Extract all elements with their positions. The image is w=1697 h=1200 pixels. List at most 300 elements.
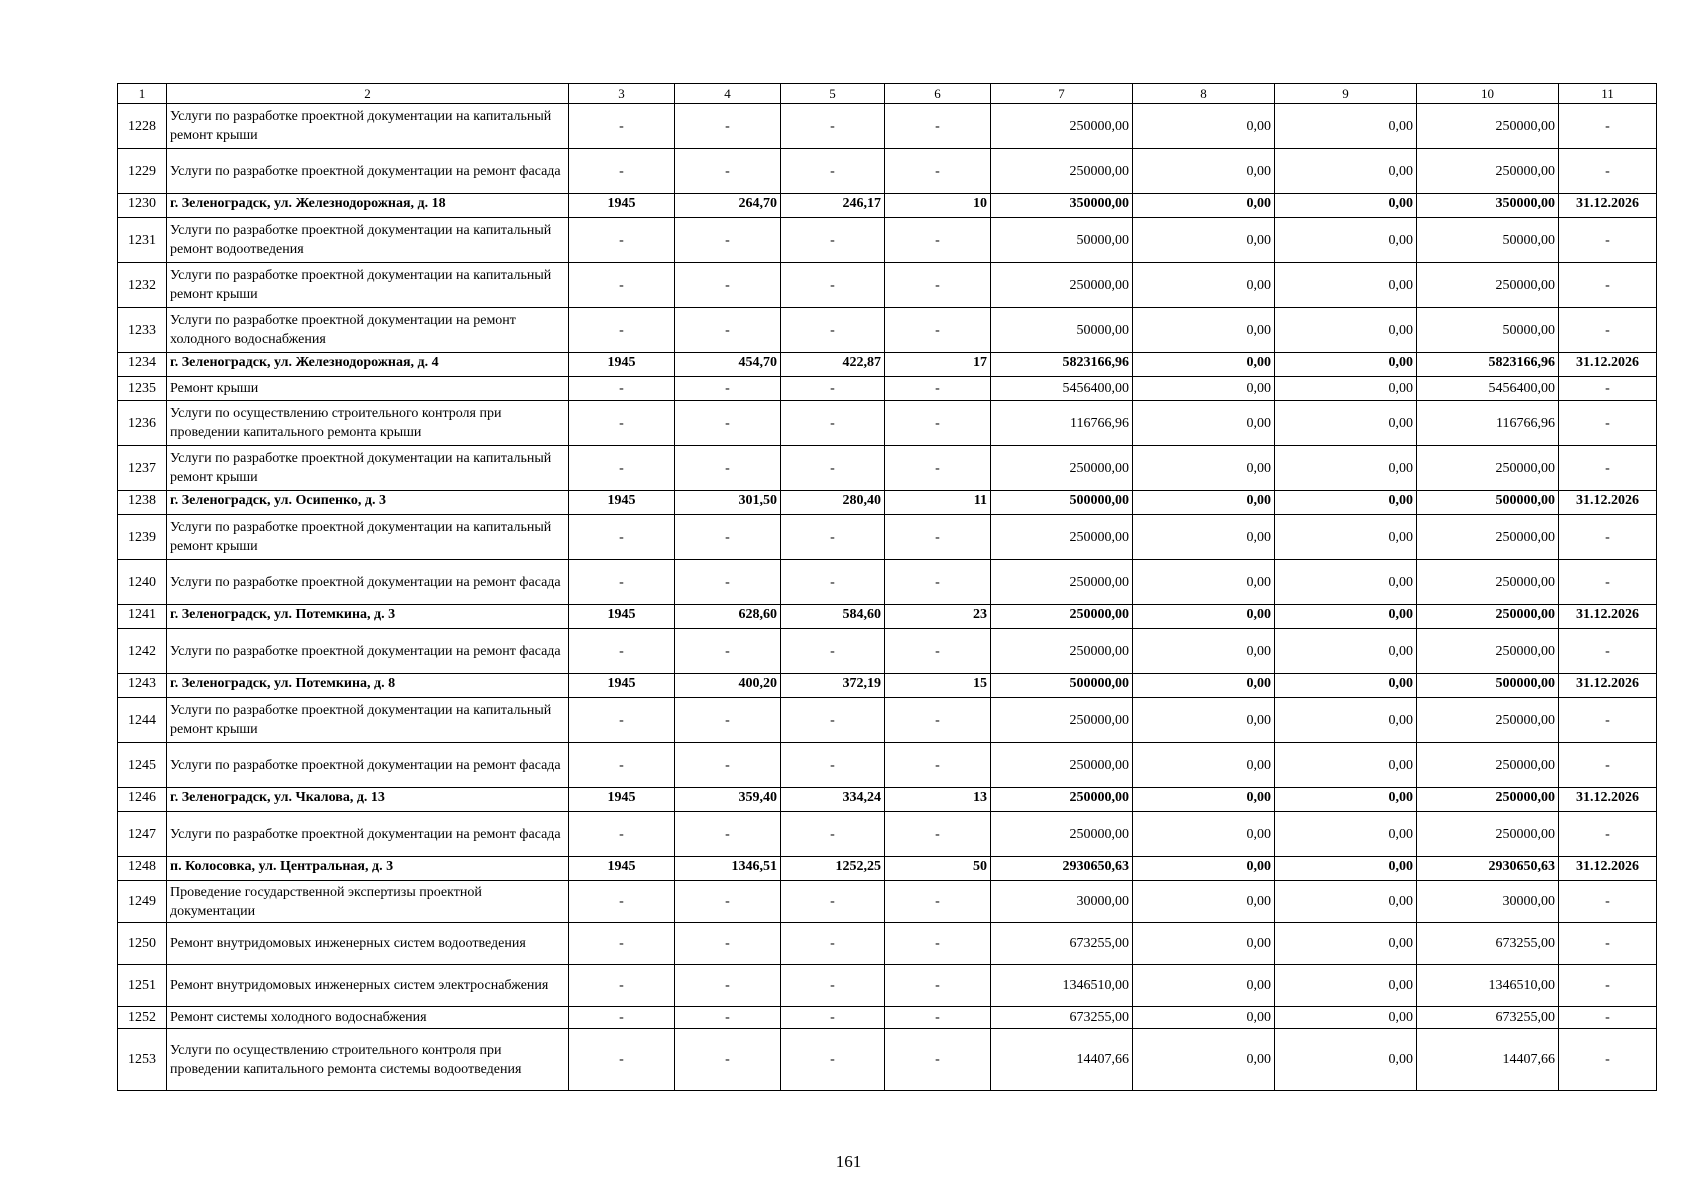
cell-cost-fund: 0,00: [1133, 560, 1275, 605]
row-description: Услуги по разработке проектной документации на ремонт фасада: [167, 560, 569, 605]
work-item-row: [118, 263, 1657, 308]
cell-residents: -: [885, 308, 991, 353]
cell-year: -: [569, 629, 675, 674]
address-row: [118, 194, 1657, 218]
cell-cost-owners: 250000,00: [1417, 605, 1559, 629]
column-header: 7: [991, 84, 1133, 104]
cell-cost-fund: 0,00: [1133, 308, 1275, 353]
cell-cost-owners: 2930650,63: [1417, 857, 1559, 881]
address-row: [118, 491, 1657, 515]
cell-cost-total: 5456400,00: [991, 377, 1133, 401]
row-description: Услуги по разработке проектной документации на капитальный ремонт водоотведения: [167, 218, 569, 263]
cell-year: 1945: [569, 857, 675, 881]
cell-residents: -: [885, 812, 991, 857]
cell-cost-owners: 250000,00: [1417, 788, 1559, 812]
cell-cost-total: 350000,00: [991, 194, 1133, 218]
row-description: Ремонт внутридомовых инженерных систем электроснабжения: [167, 965, 569, 1007]
cell-area-total: -: [675, 812, 781, 857]
row-number: 1233: [118, 308, 167, 353]
cell-year: -: [569, 965, 675, 1007]
cell-cost-owners: 250000,00: [1417, 104, 1559, 149]
cell-residents: -: [885, 629, 991, 674]
cell-area-total: 454,70: [675, 353, 781, 377]
cell-cost-other: 0,00: [1275, 104, 1417, 149]
cell-area-living: -: [781, 1007, 885, 1029]
work-item-row: [118, 1029, 1657, 1091]
work-item-row: [118, 629, 1657, 674]
cell-area-living: -: [781, 743, 885, 788]
work-item-row: [118, 743, 1657, 788]
cell-cost-other: 0,00: [1275, 605, 1417, 629]
work-item-row: [118, 401, 1657, 446]
cell-cost-owners: 116766,96: [1417, 401, 1559, 446]
cell-deadline: -: [1559, 812, 1657, 857]
row-number: 1228: [118, 104, 167, 149]
cell-cost-fund: 0,00: [1133, 149, 1275, 194]
cell-area-living: -: [781, 698, 885, 743]
cell-residents: -: [885, 218, 991, 263]
cell-cost-total: 250000,00: [991, 788, 1133, 812]
row-number: 1245: [118, 743, 167, 788]
row-number: 1249: [118, 881, 167, 923]
row-number: 1230: [118, 194, 167, 218]
cell-deadline: 31.12.2026: [1559, 353, 1657, 377]
cell-year: -: [569, 377, 675, 401]
cell-cost-other: 0,00: [1275, 401, 1417, 446]
cell-cost-owners: 5823166,96: [1417, 353, 1559, 377]
column-header: 1: [118, 84, 167, 104]
row-description: Услуги по осуществлению строительного контроля при проведении капитального ремонта крыши: [167, 401, 569, 446]
cell-area-living: -: [781, 377, 885, 401]
cell-cost-total: 250000,00: [991, 812, 1133, 857]
cell-cost-fund: 0,00: [1133, 1007, 1275, 1029]
work-item-row: [118, 965, 1657, 1007]
row-number: 1246: [118, 788, 167, 812]
cell-deadline: -: [1559, 881, 1657, 923]
row-number: 1253: [118, 1029, 167, 1091]
cell-residents: -: [885, 1029, 991, 1091]
cell-deadline: -: [1559, 308, 1657, 353]
cell-deadline: -: [1559, 149, 1657, 194]
address-row: [118, 674, 1657, 698]
cell-cost-owners: 250000,00: [1417, 263, 1559, 308]
row-number: 1241: [118, 605, 167, 629]
cell-area-total: -: [675, 1007, 781, 1029]
row-number: 1247: [118, 812, 167, 857]
work-item-row: [118, 812, 1657, 857]
cell-cost-other: 0,00: [1275, 353, 1417, 377]
row-number: 1237: [118, 446, 167, 491]
cell-cost-other: 0,00: [1275, 194, 1417, 218]
cell-year: 1945: [569, 788, 675, 812]
cell-deadline: 31.12.2026: [1559, 788, 1657, 812]
cell-area-total: 1346,51: [675, 857, 781, 881]
cell-cost-fund: 0,00: [1133, 1029, 1275, 1091]
row-description: Проведение государственной экспертизы проектной документации: [167, 881, 569, 923]
cell-area-living: -: [781, 446, 885, 491]
column-header: 9: [1275, 84, 1417, 104]
cell-deadline: -: [1559, 629, 1657, 674]
cell-cost-other: 0,00: [1275, 1029, 1417, 1091]
cell-area-living: 584,60: [781, 605, 885, 629]
address-row: [118, 788, 1657, 812]
cell-area-total: 264,70: [675, 194, 781, 218]
cell-cost-other: 0,00: [1275, 881, 1417, 923]
row-description: Услуги по разработке проектной документации на ремонт фасада: [167, 149, 569, 194]
cell-area-living: 246,17: [781, 194, 885, 218]
cell-deadline: -: [1559, 1007, 1657, 1029]
cell-cost-owners: 673255,00: [1417, 1007, 1559, 1029]
table-body: [118, 104, 1657, 1091]
cell-cost-other: 0,00: [1275, 515, 1417, 560]
cell-cost-fund: 0,00: [1133, 743, 1275, 788]
cell-area-living: -: [781, 263, 885, 308]
cell-year: -: [569, 401, 675, 446]
cell-cost-fund: 0,00: [1133, 491, 1275, 515]
row-description: г. Зеленоградск, ул. Потемкина, д. 3: [167, 605, 569, 629]
cell-residents: 15: [885, 674, 991, 698]
cell-cost-fund: 0,00: [1133, 881, 1275, 923]
column-header: 8: [1133, 84, 1275, 104]
cell-deadline: -: [1559, 218, 1657, 263]
cell-cost-fund: 0,00: [1133, 218, 1275, 263]
cell-residents: -: [885, 923, 991, 965]
cell-cost-total: 30000,00: [991, 881, 1133, 923]
cell-cost-owners: 1346510,00: [1417, 965, 1559, 1007]
column-header: 6: [885, 84, 991, 104]
row-description: Услуги по разработке проектной документации на капитальный ремонт крыши: [167, 446, 569, 491]
work-item-row: [118, 446, 1657, 491]
cell-cost-owners: 250000,00: [1417, 560, 1559, 605]
cell-deadline: -: [1559, 263, 1657, 308]
cell-year: -: [569, 149, 675, 194]
cell-area-living: -: [781, 1029, 885, 1091]
cell-year: -: [569, 446, 675, 491]
cell-cost-fund: 0,00: [1133, 377, 1275, 401]
cell-year: -: [569, 560, 675, 605]
work-item-row: [118, 923, 1657, 965]
cell-year: -: [569, 218, 675, 263]
cell-cost-other: 0,00: [1275, 560, 1417, 605]
row-description: Услуги по разработке проектной документации на ремонт фасада: [167, 743, 569, 788]
cell-cost-fund: 0,00: [1133, 857, 1275, 881]
cell-cost-owners: 350000,00: [1417, 194, 1559, 218]
column-number-header-row: [118, 84, 1657, 104]
row-number: 1238: [118, 491, 167, 515]
work-item-row: [118, 560, 1657, 605]
column-header: 2: [167, 84, 569, 104]
cell-year: -: [569, 1007, 675, 1029]
cell-deadline: 31.12.2026: [1559, 605, 1657, 629]
row-description: г. Зеленоградск, ул. Чкалова, д. 13: [167, 788, 569, 812]
row-description: Услуги по разработке проектной документации на ремонт холодного водоснабжения: [167, 308, 569, 353]
cell-cost-owners: 250000,00: [1417, 149, 1559, 194]
cell-residents: 23: [885, 605, 991, 629]
cell-cost-total: 1346510,00: [991, 965, 1133, 1007]
cell-cost-total: 14407,66: [991, 1029, 1133, 1091]
column-header: 5: [781, 84, 885, 104]
cell-cost-fund: 0,00: [1133, 194, 1275, 218]
row-number: 1242: [118, 629, 167, 674]
cell-year: -: [569, 1029, 675, 1091]
cell-cost-fund: 0,00: [1133, 605, 1275, 629]
work-item-row: [118, 149, 1657, 194]
cell-area-living: 1252,25: [781, 857, 885, 881]
cell-deadline: -: [1559, 698, 1657, 743]
cell-residents: -: [885, 881, 991, 923]
cell-residents: 13: [885, 788, 991, 812]
cell-cost-total: 673255,00: [991, 1007, 1133, 1029]
cell-residents: -: [885, 104, 991, 149]
address-row: [118, 605, 1657, 629]
cell-cost-other: 0,00: [1275, 674, 1417, 698]
cell-area-total: -: [675, 446, 781, 491]
cell-cost-owners: 673255,00: [1417, 923, 1559, 965]
cell-cost-total: 250000,00: [991, 104, 1133, 149]
cell-cost-total: 500000,00: [991, 674, 1133, 698]
cell-area-living: -: [781, 149, 885, 194]
row-number: 1248: [118, 857, 167, 881]
cell-area-total: -: [675, 104, 781, 149]
cell-cost-fund: 0,00: [1133, 965, 1275, 1007]
cell-deadline: -: [1559, 104, 1657, 149]
cell-area-living: -: [781, 104, 885, 149]
cell-area-total: -: [675, 263, 781, 308]
cell-deadline: -: [1559, 1029, 1657, 1091]
cell-cost-owners: 30000,00: [1417, 881, 1559, 923]
row-description: Услуги по разработке проектной документации на капитальный ремонт крыши: [167, 104, 569, 149]
cell-year: 1945: [569, 674, 675, 698]
cell-year: -: [569, 263, 675, 308]
work-item-row: [118, 515, 1657, 560]
cell-year: 1945: [569, 194, 675, 218]
cell-cost-fund: 0,00: [1133, 401, 1275, 446]
cell-area-total: 400,20: [675, 674, 781, 698]
cell-residents: 10: [885, 194, 991, 218]
row-number: 1240: [118, 560, 167, 605]
row-number: 1234: [118, 353, 167, 377]
cell-area-total: -: [675, 1029, 781, 1091]
cell-cost-fund: 0,00: [1133, 104, 1275, 149]
cell-area-total: -: [675, 881, 781, 923]
cell-year: 1945: [569, 353, 675, 377]
work-item-row: [118, 308, 1657, 353]
cell-deadline: 31.12.2026: [1559, 491, 1657, 515]
cell-cost-other: 0,00: [1275, 263, 1417, 308]
row-number: 1251: [118, 965, 167, 1007]
address-row: [118, 353, 1657, 377]
cell-cost-owners: 250000,00: [1417, 698, 1559, 743]
cell-cost-other: 0,00: [1275, 965, 1417, 1007]
cell-area-total: -: [675, 743, 781, 788]
cell-area-living: -: [781, 515, 885, 560]
cell-cost-owners: 250000,00: [1417, 446, 1559, 491]
work-item-row: [118, 1007, 1657, 1029]
cell-residents: -: [885, 560, 991, 605]
cell-year: -: [569, 812, 675, 857]
cell-cost-total: 50000,00: [991, 218, 1133, 263]
cell-residents: -: [885, 263, 991, 308]
row-number: 1231: [118, 218, 167, 263]
cell-area-living: 280,40: [781, 491, 885, 515]
column-header: 11: [1559, 84, 1657, 104]
cell-deadline: -: [1559, 923, 1657, 965]
cell-cost-fund: 0,00: [1133, 263, 1275, 308]
cell-cost-other: 0,00: [1275, 629, 1417, 674]
cell-cost-fund: 0,00: [1133, 515, 1275, 560]
cell-cost-fund: 0,00: [1133, 674, 1275, 698]
cell-year: 1945: [569, 605, 675, 629]
row-number: 1252: [118, 1007, 167, 1029]
cell-residents: 17: [885, 353, 991, 377]
row-description: Ремонт внутридомовых инженерных систем водоотведения: [167, 923, 569, 965]
cell-residents: 50: [885, 857, 991, 881]
work-item-row: [118, 104, 1657, 149]
cell-cost-total: 250000,00: [991, 446, 1133, 491]
cell-cost-total: 250000,00: [991, 629, 1133, 674]
cell-area-living: -: [781, 560, 885, 605]
cell-cost-owners: 250000,00: [1417, 743, 1559, 788]
work-item-row: [118, 698, 1657, 743]
cell-area-living: -: [781, 881, 885, 923]
cell-residents: -: [885, 446, 991, 491]
cell-cost-owners: 500000,00: [1417, 491, 1559, 515]
row-number: 1232: [118, 263, 167, 308]
cell-area-living: 334,24: [781, 788, 885, 812]
cell-year: -: [569, 923, 675, 965]
row-number: 1239: [118, 515, 167, 560]
cell-area-living: -: [781, 308, 885, 353]
cell-cost-other: 0,00: [1275, 446, 1417, 491]
cell-area-living: -: [781, 401, 885, 446]
cell-area-total: -: [675, 923, 781, 965]
cell-cost-fund: 0,00: [1133, 629, 1275, 674]
address-row: [118, 857, 1657, 881]
column-header: 3: [569, 84, 675, 104]
cell-residents: -: [885, 698, 991, 743]
cell-area-living: -: [781, 218, 885, 263]
cell-cost-fund: 0,00: [1133, 923, 1275, 965]
cell-area-total: -: [675, 377, 781, 401]
cell-deadline: -: [1559, 401, 1657, 446]
cell-year: -: [569, 515, 675, 560]
row-number: 1250: [118, 923, 167, 965]
cell-deadline: 31.12.2026: [1559, 674, 1657, 698]
cell-cost-owners: 250000,00: [1417, 629, 1559, 674]
cell-area-living: -: [781, 965, 885, 1007]
row-number: 1243: [118, 674, 167, 698]
cell-deadline: -: [1559, 515, 1657, 560]
cell-cost-other: 0,00: [1275, 377, 1417, 401]
row-number: 1235: [118, 377, 167, 401]
cell-deadline: -: [1559, 377, 1657, 401]
cell-residents: -: [885, 515, 991, 560]
cell-cost-other: 0,00: [1275, 308, 1417, 353]
row-number: 1244: [118, 698, 167, 743]
row-description: г. Зеленоградск, ул. Железнодорожная, д. 18: [167, 194, 569, 218]
row-description: Ремонт крыши: [167, 377, 569, 401]
row-description: Услуги по осуществлению строительного контроля при проведении капитального ремонта системы водоотведения: [167, 1029, 569, 1091]
cell-area-total: -: [675, 629, 781, 674]
cell-cost-other: 0,00: [1275, 812, 1417, 857]
cell-cost-total: 5823166,96: [991, 353, 1133, 377]
cell-area-total: -: [675, 965, 781, 1007]
cell-cost-owners: 50000,00: [1417, 308, 1559, 353]
cell-deadline: -: [1559, 560, 1657, 605]
cell-residents: -: [885, 377, 991, 401]
cell-cost-fund: 0,00: [1133, 812, 1275, 857]
row-description: г. Зеленоградск, ул. Потемкина, д. 8: [167, 674, 569, 698]
cell-cost-total: 50000,00: [991, 308, 1133, 353]
cell-deadline: 31.12.2026: [1559, 194, 1657, 218]
cell-cost-total: 250000,00: [991, 698, 1133, 743]
cell-cost-total: 250000,00: [991, 263, 1133, 308]
cell-cost-owners: 500000,00: [1417, 674, 1559, 698]
cell-cost-other: 0,00: [1275, 923, 1417, 965]
cell-cost-owners: 250000,00: [1417, 812, 1559, 857]
work-item-row: [118, 881, 1657, 923]
row-description: Услуги по разработке проектной документации на капитальный ремонт крыши: [167, 263, 569, 308]
cell-cost-other: 0,00: [1275, 698, 1417, 743]
cell-cost-owners: 250000,00: [1417, 515, 1559, 560]
row-description: Услуги по разработке проектной документации на капитальный ремонт крыши: [167, 698, 569, 743]
register-table: [117, 83, 1657, 1091]
cell-area-total: -: [675, 560, 781, 605]
cell-cost-total: 250000,00: [991, 605, 1133, 629]
cell-cost-fund: 0,00: [1133, 353, 1275, 377]
cell-cost-total: 2930650,63: [991, 857, 1133, 881]
cell-residents: -: [885, 1007, 991, 1029]
cell-residents: -: [885, 149, 991, 194]
cell-area-total: -: [675, 515, 781, 560]
cell-area-total: -: [675, 308, 781, 353]
cell-area-total: -: [675, 698, 781, 743]
cell-cost-other: 0,00: [1275, 1007, 1417, 1029]
cell-cost-total: 250000,00: [991, 560, 1133, 605]
cell-cost-other: 0,00: [1275, 788, 1417, 812]
cell-cost-owners: 14407,66: [1417, 1029, 1559, 1091]
cell-year: -: [569, 743, 675, 788]
cell-area-total: -: [675, 401, 781, 446]
cell-area-total: 628,60: [675, 605, 781, 629]
cell-cost-total: 500000,00: [991, 491, 1133, 515]
cell-deadline: -: [1559, 446, 1657, 491]
row-description: Ремонт системы холодного водоснабжения: [167, 1007, 569, 1029]
row-description: Услуги по разработке проектной документации на ремонт фасада: [167, 629, 569, 674]
cell-cost-fund: 0,00: [1133, 788, 1275, 812]
cell-year: -: [569, 104, 675, 149]
cell-cost-other: 0,00: [1275, 743, 1417, 788]
cell-cost-other: 0,00: [1275, 491, 1417, 515]
row-description: Услуги по разработке проектной документации на ремонт фасада: [167, 812, 569, 857]
cell-area-total: -: [675, 149, 781, 194]
cell-deadline: -: [1559, 743, 1657, 788]
cell-cost-total: 673255,00: [991, 923, 1133, 965]
cell-area-total: -: [675, 218, 781, 263]
row-description: г. Зеленоградск, ул. Железнодорожная, д. 4: [167, 353, 569, 377]
row-number: 1236: [118, 401, 167, 446]
cell-year: 1945: [569, 491, 675, 515]
cell-cost-other: 0,00: [1275, 857, 1417, 881]
cell-year: -: [569, 308, 675, 353]
row-description: г. Зеленоградск, ул. Осипенко, д. 3: [167, 491, 569, 515]
cell-residents: -: [885, 401, 991, 446]
column-header: 10: [1417, 84, 1559, 104]
row-description: п. Колосовка, ул. Центральная, д. 3: [167, 857, 569, 881]
cell-deadline: 31.12.2026: [1559, 857, 1657, 881]
cell-cost-total: 250000,00: [991, 743, 1133, 788]
work-item-row: [118, 377, 1657, 401]
